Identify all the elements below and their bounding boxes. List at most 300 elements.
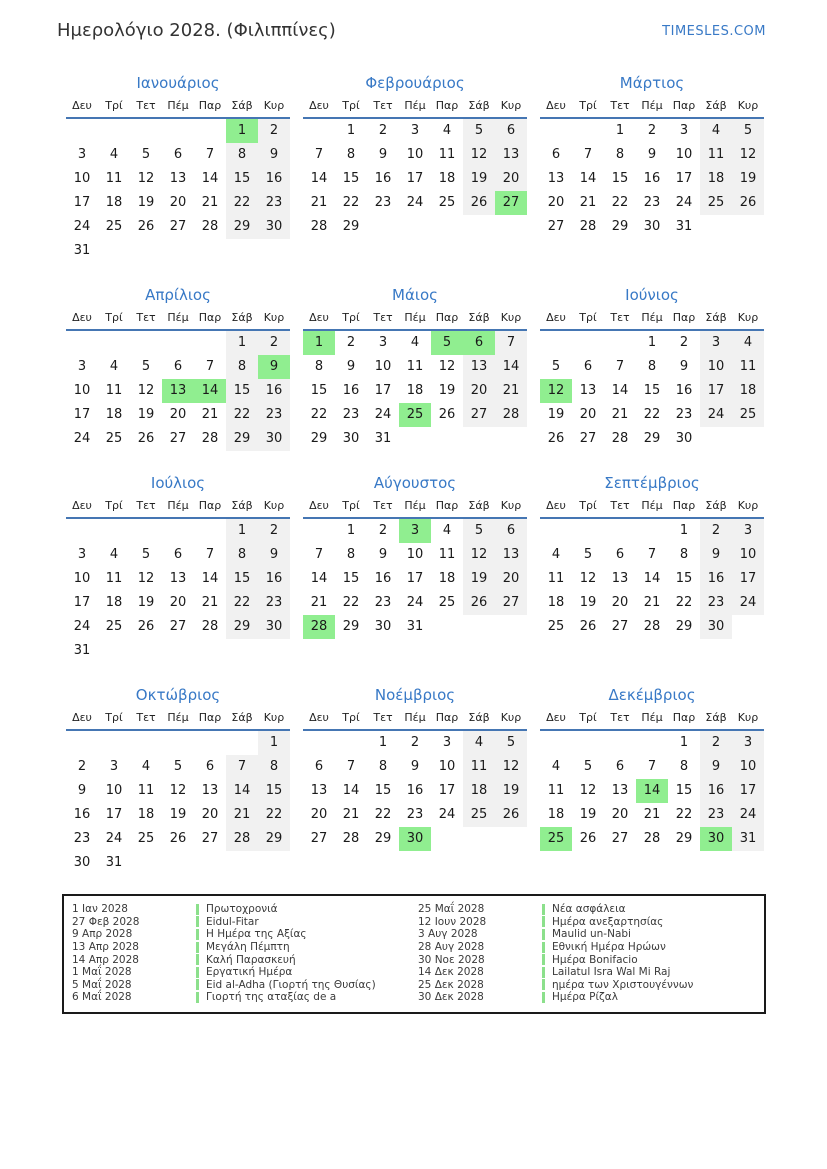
day-cell: 18 xyxy=(700,167,732,191)
day-cell: 13 xyxy=(579,383,597,398)
day-cell: 25 xyxy=(547,619,565,634)
day-cell: 29 xyxy=(643,431,661,446)
legend-entry-name: Eid al-Adha (Γιορτή της Θυσίας) xyxy=(206,978,376,991)
day-cell: 13 xyxy=(169,171,187,186)
day-cell-empty xyxy=(540,119,572,143)
day-cell: 15 xyxy=(374,783,392,798)
legend-entry xyxy=(72,991,418,1004)
day-grid xyxy=(303,119,527,239)
day-cell: 14 xyxy=(226,779,258,803)
day-cell-empty xyxy=(431,827,463,851)
day-cell: 8 xyxy=(378,759,388,774)
day-cell: 24 xyxy=(700,403,732,427)
day-cell: 31 xyxy=(73,243,91,258)
day-cell: 14 xyxy=(342,783,360,798)
day-cell: 16 xyxy=(643,171,661,186)
day-cell: 28 xyxy=(643,619,661,634)
day-cell: 4 xyxy=(442,123,452,138)
day-cell: 27 xyxy=(547,219,565,234)
day-cell-holiday: 27 xyxy=(495,191,527,215)
weekday-label: Πέμ xyxy=(641,99,663,112)
day-cell: 14 xyxy=(201,571,219,586)
day-cell: 27 xyxy=(611,619,629,634)
weekday-header-row xyxy=(540,308,764,331)
holiday-marker xyxy=(196,929,199,940)
weekday-label: Κυρ xyxy=(737,499,759,512)
day-cell-empty xyxy=(226,639,258,663)
day-cell: 23 xyxy=(73,831,91,846)
weekday-label: Τετ xyxy=(136,311,156,324)
day-cell: 6 xyxy=(173,359,183,374)
day-cell: 1 xyxy=(346,123,356,138)
weekday-label: Παρ xyxy=(672,499,696,512)
day-cell: 23 xyxy=(700,591,732,615)
weekday-label: Τρί xyxy=(579,499,597,512)
day-cell: 15 xyxy=(226,379,258,403)
weekday-label: Δευ xyxy=(309,711,329,724)
legend-entry xyxy=(418,979,764,992)
day-cell: 24 xyxy=(73,431,91,446)
day-cell: 29 xyxy=(675,619,693,634)
day-cell: 10 xyxy=(700,355,732,379)
day-cell-empty xyxy=(700,215,732,239)
holiday-marker xyxy=(542,979,545,990)
day-cell: 11 xyxy=(547,783,565,798)
day-cell: 4 xyxy=(410,335,420,350)
day-cell: 27 xyxy=(495,591,527,615)
day-cell: 30 xyxy=(258,215,290,239)
legend-entry-name: Η Ημέρα της Αξίας xyxy=(206,928,307,941)
day-cell-empty xyxy=(431,615,463,639)
weekday-header-row xyxy=(66,708,290,731)
weekday-label: Κυρ xyxy=(737,311,759,324)
day-cell-empty xyxy=(194,239,226,263)
weekday-label: Σάβ xyxy=(231,99,253,112)
day-cell: 15 xyxy=(226,167,258,191)
weekday-label: Κυρ xyxy=(500,99,522,112)
day-cell-empty xyxy=(431,215,463,239)
day-cell: 19 xyxy=(463,567,495,591)
legend-entry-date: 30 Δεκ 2028 xyxy=(418,991,484,1004)
weekday-header-row xyxy=(540,708,764,731)
day-cell: 29 xyxy=(342,219,360,234)
day-grid xyxy=(303,519,527,639)
day-cell: 9 xyxy=(647,147,657,162)
day-cell: 6 xyxy=(173,547,183,562)
day-cell: 7 xyxy=(205,359,215,374)
weekday-label: Τρί xyxy=(342,499,360,512)
day-cell-empty xyxy=(495,615,527,639)
weekday-label: Πέμ xyxy=(404,711,426,724)
day-cell: 18 xyxy=(732,379,764,403)
day-cell: 28 xyxy=(201,431,219,446)
day-cell: 23 xyxy=(406,807,424,822)
day-cell: 12 xyxy=(137,571,155,586)
day-cell: 4 xyxy=(109,359,119,374)
day-cell: 25 xyxy=(105,219,123,234)
weekday-label: Παρ xyxy=(672,311,696,324)
day-cell: 26 xyxy=(579,831,597,846)
day-cell-empty xyxy=(66,731,98,755)
weekday-label: Δευ xyxy=(546,99,566,112)
day-cell: 30 xyxy=(73,855,91,870)
day-cell: 13 xyxy=(495,543,527,567)
holiday-marker xyxy=(542,954,545,965)
legend-entry-date: 25 Δεκ 2028 xyxy=(418,978,484,991)
day-cell: 4 xyxy=(109,547,119,562)
day-cell: 10 xyxy=(406,547,424,562)
day-cell-empty xyxy=(130,119,162,143)
day-cell: 8 xyxy=(314,359,324,374)
day-cell: 24 xyxy=(374,407,392,422)
day-cell: 25 xyxy=(105,431,123,446)
weekday-label: Κυρ xyxy=(263,711,285,724)
day-cell: 29 xyxy=(258,827,290,851)
day-cell: 3 xyxy=(732,519,764,543)
weekday-label: Πέμ xyxy=(404,499,426,512)
day-cell: 2 xyxy=(258,331,290,355)
holiday-marker xyxy=(196,904,199,915)
day-cell: 14 xyxy=(611,383,629,398)
day-cell: 9 xyxy=(679,359,689,374)
legend-entry-name: Ημέρα Bonifacio xyxy=(552,953,638,966)
day-cell: 20 xyxy=(547,195,565,210)
day-cell-empty xyxy=(130,639,162,663)
day-cell: 10 xyxy=(675,147,693,162)
day-cell-empty xyxy=(399,427,431,451)
day-cell: 24 xyxy=(105,831,123,846)
month-title: Φεβρουάριος xyxy=(365,74,465,92)
day-cell: 15 xyxy=(226,567,258,591)
legend-entry-date: 25 Μαΐ 2028 xyxy=(418,903,485,916)
month-title: Ιανουάριος xyxy=(136,74,220,92)
site-link[interactable]: TIMESLES.COM xyxy=(662,24,766,39)
weekday-label: Παρ xyxy=(198,99,222,112)
weekday-label: Δευ xyxy=(72,99,92,112)
day-cell: 12 xyxy=(495,755,527,779)
legend-entry-name: Ημέρα ανεξαρτησίας xyxy=(552,915,664,928)
legend-entry-name: Εργατική Ημέρα xyxy=(206,966,293,979)
day-cell: 20 xyxy=(169,195,187,210)
legend-entry xyxy=(72,979,418,992)
day-cell: 30 xyxy=(258,615,290,639)
day-cell: 19 xyxy=(547,407,565,422)
day-cell-empty xyxy=(335,731,367,755)
holiday-marker xyxy=(542,916,545,927)
day-cell: 27 xyxy=(169,619,187,634)
day-cell: 26 xyxy=(463,191,495,215)
day-cell-empty xyxy=(463,427,495,451)
day-cell: 5 xyxy=(463,519,495,543)
day-cell: 17 xyxy=(105,807,123,822)
weekday-label: Δευ xyxy=(546,711,566,724)
weekday-label: Τρί xyxy=(342,99,360,112)
weekday-label: Κυρ xyxy=(500,311,522,324)
day-cell-empty xyxy=(732,215,764,239)
day-grid xyxy=(66,519,290,663)
day-cell: 6 xyxy=(615,547,625,562)
day-cell: 7 xyxy=(615,359,625,374)
legend-entry xyxy=(418,903,764,916)
day-cell: 17 xyxy=(73,195,91,210)
day-cell-empty xyxy=(399,215,431,239)
day-cell: 9 xyxy=(700,543,732,567)
day-cell: 26 xyxy=(463,591,495,615)
day-cell: 6 xyxy=(495,519,527,543)
day-cell: 14 xyxy=(310,171,328,186)
day-cell-empty xyxy=(572,331,604,355)
month-title: Αύγουστος xyxy=(373,474,457,492)
day-cell: 3 xyxy=(410,123,420,138)
day-cell: 2 xyxy=(378,523,388,538)
day-cell: 12 xyxy=(463,143,495,167)
day-cell: 23 xyxy=(675,407,693,422)
day-cell: 14 xyxy=(310,571,328,586)
day-cell-empty xyxy=(98,331,130,355)
weekday-label: Τετ xyxy=(373,311,393,324)
day-cell-empty xyxy=(98,519,130,543)
day-cell: 10 xyxy=(732,755,764,779)
holiday-marker xyxy=(196,916,199,927)
month-block xyxy=(66,70,290,263)
day-cell: 22 xyxy=(675,595,693,610)
day-cell: 2 xyxy=(258,119,290,143)
day-cell: 2 xyxy=(346,335,356,350)
day-cell: 15 xyxy=(675,783,693,798)
day-cell: 19 xyxy=(579,807,597,822)
month-title: Μάιος xyxy=(392,286,438,304)
day-cell: 25 xyxy=(732,403,764,427)
day-cell-empty xyxy=(130,851,162,875)
weekday-label: Τρί xyxy=(342,711,360,724)
day-cell-holiday: 12 xyxy=(540,379,572,403)
day-cell: 8 xyxy=(226,355,258,379)
day-cell-empty xyxy=(540,731,572,755)
weekday-label: Σάβ xyxy=(231,499,253,512)
day-cell-empty xyxy=(194,639,226,663)
day-cell: 10 xyxy=(438,759,456,774)
day-cell-empty xyxy=(495,427,527,451)
holiday-marker xyxy=(542,967,545,978)
weekday-label: Σάβ xyxy=(705,711,727,724)
weekday-header-row xyxy=(303,708,527,731)
day-cell: 21 xyxy=(495,379,527,403)
day-cell: 2 xyxy=(700,731,732,755)
day-cell: 16 xyxy=(374,171,392,186)
day-cell: 20 xyxy=(495,567,527,591)
month-block xyxy=(540,682,764,851)
day-cell: 18 xyxy=(463,779,495,803)
weekday-label: Κυρ xyxy=(500,499,522,512)
holiday-marker xyxy=(542,992,545,1003)
day-cell: 22 xyxy=(226,191,258,215)
day-cell: 28 xyxy=(579,219,597,234)
weekday-label: Πέμ xyxy=(167,711,189,724)
day-cell: 16 xyxy=(258,379,290,403)
day-cell: 13 xyxy=(201,783,219,798)
day-cell: 17 xyxy=(374,383,392,398)
day-cell: 20 xyxy=(201,807,219,822)
legend-entry xyxy=(72,928,418,941)
weekday-label: Κυρ xyxy=(737,99,759,112)
holiday-marker xyxy=(542,942,545,953)
day-cell-empty xyxy=(367,215,399,239)
day-cell: 28 xyxy=(643,831,661,846)
day-cell: 10 xyxy=(406,147,424,162)
weekday-label: Τετ xyxy=(373,499,393,512)
day-cell: 16 xyxy=(700,567,732,591)
day-cell: 2 xyxy=(378,123,388,138)
day-cell: 15 xyxy=(342,171,360,186)
day-cell: 24 xyxy=(732,591,764,615)
day-cell: 31 xyxy=(73,643,91,658)
weekday-label: Πέμ xyxy=(167,311,189,324)
month-block xyxy=(66,470,290,663)
day-cell: 2 xyxy=(410,735,420,750)
day-cell-empty xyxy=(572,731,604,755)
day-cell: 31 xyxy=(374,431,392,446)
day-cell: 20 xyxy=(463,379,495,403)
holiday-marker xyxy=(196,979,199,990)
day-cell: 20 xyxy=(495,167,527,191)
holiday-marker xyxy=(542,929,545,940)
day-cell: 21 xyxy=(310,195,328,210)
day-cell: 18 xyxy=(105,407,123,422)
weekday-label: Πέμ xyxy=(167,499,189,512)
legend-entry-date: 28 Αυγ 2028 xyxy=(418,941,485,954)
day-cell: 25 xyxy=(105,619,123,634)
day-cell: 8 xyxy=(258,755,290,779)
holiday-marker xyxy=(196,942,199,953)
day-grid xyxy=(66,331,290,451)
day-cell: 28 xyxy=(201,219,219,234)
day-cell-empty xyxy=(258,239,290,263)
legend-entry-date: 6 Μαΐ 2028 xyxy=(72,991,132,1004)
weekday-label: Τρί xyxy=(579,99,597,112)
day-cell: 15 xyxy=(675,571,693,586)
day-cell: 8 xyxy=(346,147,356,162)
day-cell: 10 xyxy=(732,543,764,567)
day-cell: 16 xyxy=(342,383,360,398)
day-cell: 5 xyxy=(463,119,495,143)
weekday-label: Τρί xyxy=(105,499,123,512)
weekday-label: Παρ xyxy=(435,311,459,324)
months-grid xyxy=(0,70,827,875)
day-cell: 31 xyxy=(675,219,693,234)
day-cell: 7 xyxy=(495,331,527,355)
day-cell-holiday: 14 xyxy=(636,779,668,803)
weekday-label: Τρί xyxy=(342,311,360,324)
day-cell-empty xyxy=(194,331,226,355)
day-cell: 20 xyxy=(611,595,629,610)
day-cell-empty xyxy=(732,615,764,639)
day-cell: 21 xyxy=(201,195,219,210)
day-cell: 21 xyxy=(643,595,661,610)
day-cell-empty xyxy=(66,331,98,355)
weekday-header-row xyxy=(303,496,527,519)
day-cell: 30 xyxy=(342,431,360,446)
weekday-label: Πέμ xyxy=(404,99,426,112)
weekday-header-row xyxy=(540,96,764,119)
day-cell: 5 xyxy=(173,759,183,774)
day-cell: 5 xyxy=(141,547,151,562)
day-cell: 25 xyxy=(463,803,495,827)
day-cell-empty xyxy=(636,731,668,755)
day-cell: 16 xyxy=(700,779,732,803)
day-cell: 15 xyxy=(611,171,629,186)
day-cell: 19 xyxy=(169,807,187,822)
day-cell: 6 xyxy=(615,759,625,774)
weekday-header-row xyxy=(66,96,290,119)
day-cell: 23 xyxy=(258,591,290,615)
legend-entry-name: Γιορτή της αταξίας de a xyxy=(206,991,337,1004)
day-cell: 31 xyxy=(105,855,123,870)
day-cell: 16 xyxy=(73,807,91,822)
day-cell: 9 xyxy=(77,783,87,798)
day-cell: 1 xyxy=(346,523,356,538)
month-block xyxy=(540,282,764,451)
weekday-label: Δευ xyxy=(309,311,329,324)
day-cell: 27 xyxy=(169,431,187,446)
day-cell: 23 xyxy=(700,803,732,827)
day-cell: 2 xyxy=(700,519,732,543)
day-cell-empty xyxy=(130,239,162,263)
day-cell: 14 xyxy=(579,171,597,186)
day-cell: 22 xyxy=(226,403,258,427)
day-cell: 5 xyxy=(583,759,593,774)
weekday-label: Δευ xyxy=(546,311,566,324)
day-cell: 29 xyxy=(226,215,258,239)
day-cell-empty xyxy=(130,731,162,755)
day-cell: 25 xyxy=(137,831,155,846)
day-cell: 9 xyxy=(258,543,290,567)
day-cell: 1 xyxy=(615,123,625,138)
day-cell-empty xyxy=(431,427,463,451)
day-cell: 22 xyxy=(675,807,693,822)
day-cell-holiday: 3 xyxy=(399,519,431,543)
day-cell: 24 xyxy=(732,803,764,827)
legend-entry xyxy=(72,903,418,916)
day-cell: 11 xyxy=(105,383,123,398)
legend-entry-date: 14 Δεκ 2028 xyxy=(418,966,484,979)
day-cell-holiday: 28 xyxy=(303,615,335,639)
day-cell: 18 xyxy=(105,595,123,610)
day-cell: 17 xyxy=(73,595,91,610)
weekday-label: Κυρ xyxy=(500,711,522,724)
day-cell: 8 xyxy=(226,543,258,567)
day-cell: 11 xyxy=(137,783,155,798)
weekday-label: Παρ xyxy=(435,99,459,112)
month-title: Δεκέμβριος xyxy=(608,686,696,704)
day-cell: 20 xyxy=(611,807,629,822)
day-cell: 13 xyxy=(611,571,629,586)
legend-entry-name: Eidul-Fitar xyxy=(206,915,259,928)
day-cell: 28 xyxy=(310,219,328,234)
day-cell: 3 xyxy=(109,759,119,774)
day-cell: 22 xyxy=(643,407,661,422)
weekday-label: Κυρ xyxy=(263,99,285,112)
day-cell: 16 xyxy=(258,167,290,191)
day-cell: 1 xyxy=(679,523,689,538)
day-cell: 2 xyxy=(679,335,689,350)
day-cell-empty xyxy=(226,731,258,755)
day-cell: 12 xyxy=(137,383,155,398)
day-cell: 4 xyxy=(551,759,561,774)
day-cell: 9 xyxy=(700,755,732,779)
weekday-label: Παρ xyxy=(198,711,222,724)
day-cell: 8 xyxy=(226,143,258,167)
day-cell-empty xyxy=(98,639,130,663)
